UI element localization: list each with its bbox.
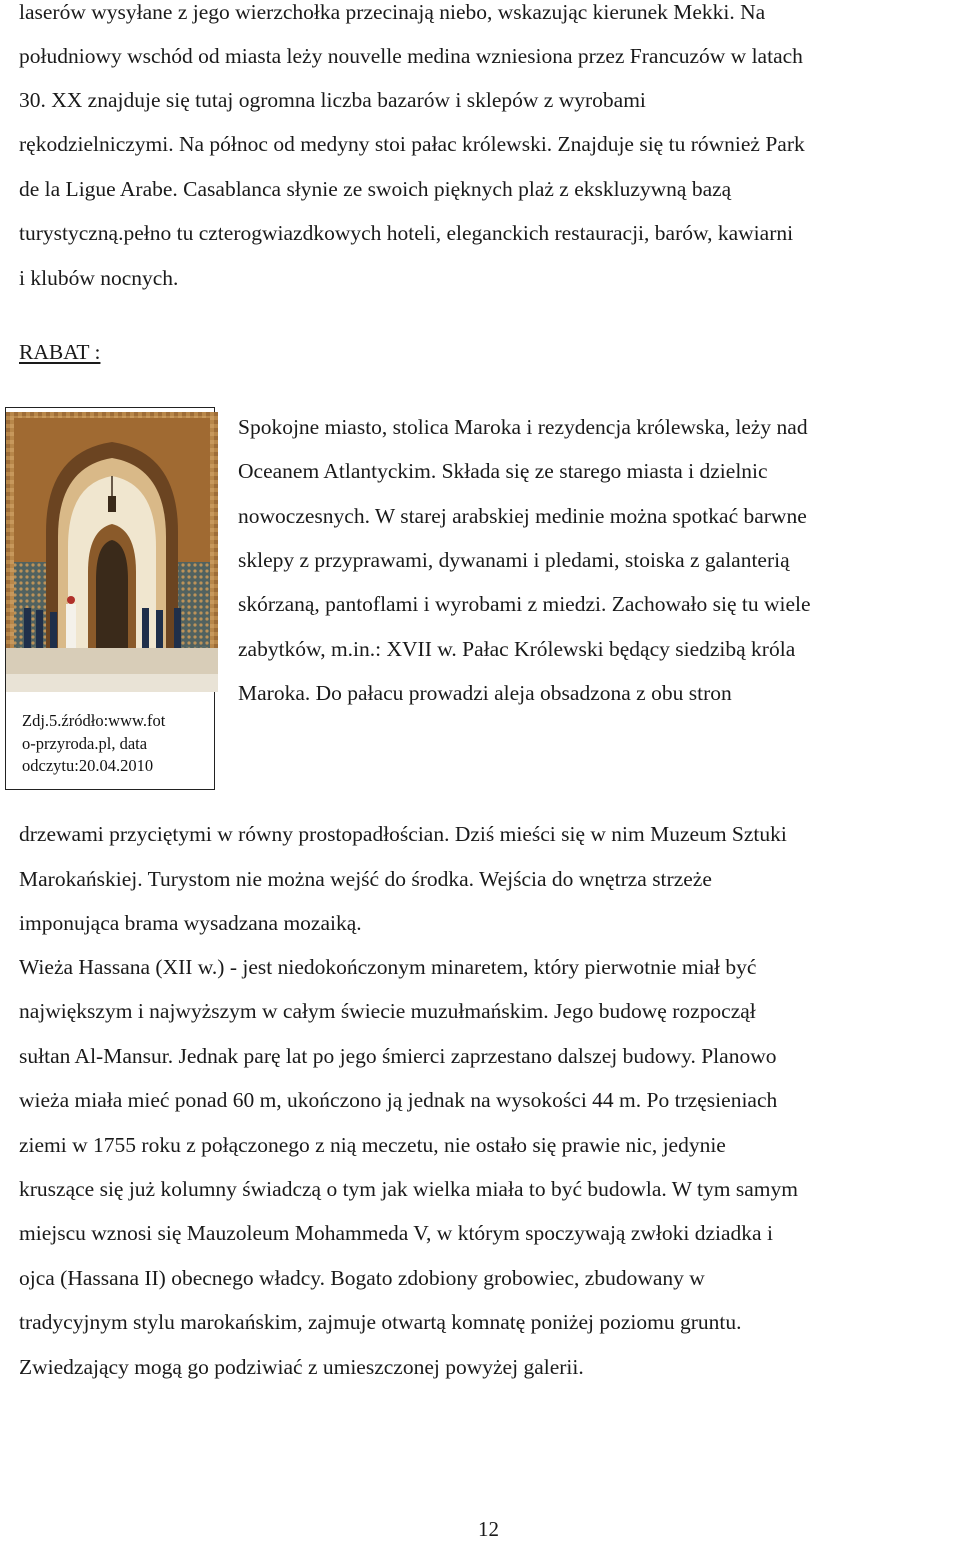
- text-line: Spokojne miasto, stolica Maroka i rezydencja królewska, leży nad: [238, 415, 808, 439]
- caption-line: odczytu:20.04.2010: [22, 756, 154, 775]
- text-line: Maroka. Do pałacu prowadzi aleja obsadzona z obu stron: [238, 681, 732, 705]
- text-line: miejscu wznosi się Mauzoleum Mohammeda V, w którym spoczywają zwłoki dziadka i: [19, 1221, 773, 1245]
- text-line: ziemi w 1755 roku z połączonego z nią meczetu, nie ostało się prawie nic, jedynie: [19, 1133, 726, 1157]
- text-line: ojca (Hassana II) obecnego władcy. Bogato zdobiony grobowiec, zbudowany w: [19, 1266, 705, 1290]
- photo-caption: [22, 710, 202, 778]
- palace-gate-photo: [6, 412, 218, 692]
- text-line: tradycyjnym stylu marokańskim, zajmuje otwartą komnatę poniżej poziomu gruntu.: [19, 1310, 742, 1334]
- text-line: nowoczesnych. W starej arabskiej medinie można spotkać barwne: [238, 504, 807, 528]
- text-line: rękodzielniczymi. Na północ od medyny stoi pałac królewski. Znajduje się tu również Park: [19, 132, 805, 156]
- caption-line: o-przyroda.pl, data: [22, 733, 148, 753]
- section-heading: RABAT :: [19, 340, 101, 364]
- text-line: turystyczną.pełno tu czterogwiazdkowych hoteli, eleganckich restauracji, barów, kawiarni: [19, 221, 794, 245]
- text-line: sułtan Al-Mansur. Jednak parę lat po jego śmierci zaprzestano dalszej budowy. Planowo: [19, 1044, 777, 1068]
- text-line: skórzaną, pantoflami i wyrobami z miedzi. Zachowało się tu wiele: [238, 592, 811, 616]
- text-line: zabytków, m.in.: XVII w. Pałac Królewski będący siedzibą króla: [238, 637, 796, 661]
- caption-line: Zdj.5.źródło:www.fot: [22, 711, 166, 730]
- text-line: kruszące się już kolumny świadczą o tym jak wielka miała to być budowla. W tym samym: [19, 1177, 798, 1201]
- text-line: Oceanem Atlantyckim. Składa się ze starego miasta i dzielnic: [238, 459, 768, 483]
- text-line: Wieża Hassana (XII w.) - jest niedokończonym minaretem, który pierwotnie miał być: [19, 955, 757, 979]
- text-line: drzewami przyciętymi w równy prostopadłościan. Dziś mieści się w nim Muzeum Sztuki: [19, 822, 787, 846]
- text-line: największym i najwyższym w całym świecie muzułmańskim. Jego budowę rozpoczął: [19, 999, 756, 1023]
- text-line: sklepy z przyprawami, dywanami i pledami, stoiska z galanterią: [238, 548, 790, 572]
- text-line: wieża miała mieć ponad 60 m, ukończono ją jednak na wysokości 44 m. Po trzęsieniach: [19, 1088, 778, 1112]
- text-line: Zwiedzający mogą go podziwiać z umieszczonej powyżej galerii.: [19, 1355, 584, 1379]
- text-line: 30. XX znajduje się tutaj ogromna liczba bazarów i sklepów z wyrobami: [19, 88, 646, 112]
- page-number: 12: [478, 1517, 499, 1541]
- text-line: imponująca brama wysadzana mozaiką.: [19, 911, 362, 935]
- text-line: południowy wschód od miasta leży nouvelle medina wzniesiona przez Francuzów w latach: [19, 44, 803, 68]
- text-line: de la Ligue Arabe. Casablanca słynie ze swoich pięknych plaż z ekskluzywną bazą: [19, 177, 732, 201]
- text-line: laserów wysyłane z jego wierzchołka przecinają niebo, wskazując kierunek Mekki. Na: [19, 0, 766, 24]
- text-line: Marokańskiej. Turystom nie można wejść do środka. Wejścia do wnętrza strzeże: [19, 867, 712, 891]
- photo-figure: [5, 407, 215, 790]
- text-line: i klubów nocnych.: [19, 266, 179, 290]
